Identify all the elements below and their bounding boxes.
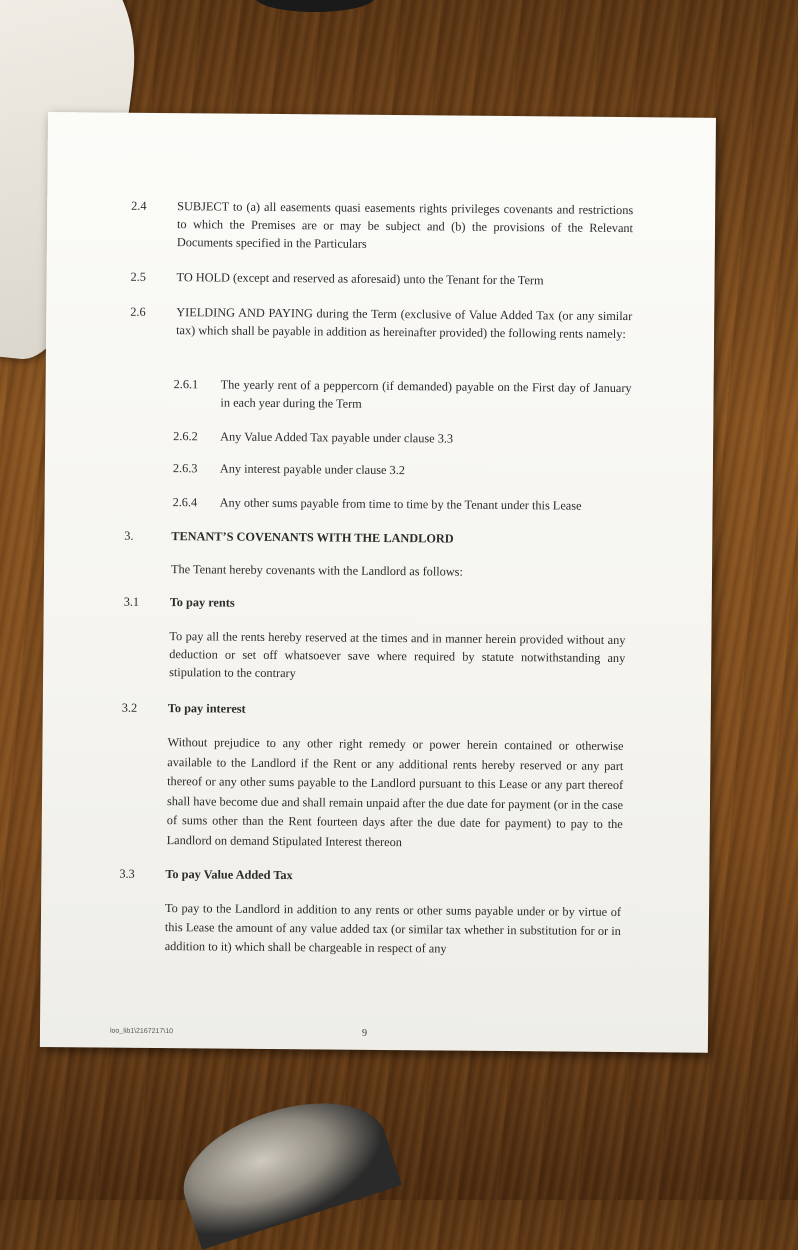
clause-3-1-heading: To pay rents <box>169 595 235 610</box>
dark-object-top <box>255 0 375 12</box>
clause-number: 2.6.4 <box>172 495 198 510</box>
clause-number: 2.6.3 <box>172 461 198 476</box>
clause-2-6-4-text: Any other sums payable from time to time by the Tenant under this Lease <box>219 495 582 513</box>
clause-number: 3.2 <box>121 700 138 715</box>
clause-3-3-text: To pay to the Landlord in addition to any rents or other sums payable under or by virtue of this Lease the amount of any value added tax (or similar tax whether in substitution for or in addition to it) which shall be chargeable in respect of any <box>164 901 622 956</box>
clause-number: 2.6.1 <box>173 377 199 392</box>
clause-number: 2.5 <box>130 269 147 284</box>
clause-number: 3.1 <box>123 594 140 609</box>
page-number: 9 <box>361 1027 368 1039</box>
clause-2-6-3-text: Any interest payable under clause 3.2 <box>219 461 406 478</box>
section-3-heading: TENANT’S COVENANTS WITH THE LANDLORD <box>171 529 454 546</box>
clause-2-4-text: SUBJECT to (a) all easements quasi easements rights privileges covenants and restrictions to which the Premises are or may be subject and (b) the provisions of the Relevant Documents specified in the Particulars <box>176 199 634 251</box>
clause-2-5-text: TO HOLD (except and reserved as aforesaid) unto the Tenant for the Term <box>176 270 544 288</box>
clause-3-2-heading: To pay interest <box>167 701 246 716</box>
clause-3-3-heading: To pay Value Added Tax <box>165 867 293 883</box>
clause-number: 3.3 <box>119 866 135 881</box>
clause-number: 3. <box>124 528 134 543</box>
clause-2-6-text: YIELDING AND PAYING during the Term (exclusive of Value Added Tax (or any similar tax) which shall be payable in addition as hereinafter provided) the following rents namely: <box>176 305 633 342</box>
clause-3-1-text: To pay all the rents hereby reserved at the times and in manner herein provided without any deduction or set off whatsoever save where required by statute notwithstanding any stipulation to the contrary <box>169 629 626 681</box>
clause-2-6-1-text: The yearly rent of a peppercorn (if demanded) payable on the First day of January in each year during the Term <box>220 377 632 411</box>
bottle-object-bottom <box>168 1080 402 1250</box>
clause-number: 2.4 <box>131 198 147 213</box>
document-page <box>40 112 716 1053</box>
clause-number: 2.6.2 <box>173 429 198 444</box>
clause-2-6-2-text: Any Value Added Tax payable under clause 3.3 <box>220 429 454 446</box>
document-reference: loo_lib1\2167217\10 <box>109 1027 174 1036</box>
clause-3-2-text: Without prejudice to any other right remedy or power herein contained or otherwise available to the Landlord if the Rent or any additional rents hereby reserved or any part thereof or any other sums payable to the Landlord pursuant to this Lease or any part thereof shall have become due and shall remain unpaid after the due date for payment (or in the case of sums other than the Rent fourteen days after the due date for payment) to pay to the Landlord on demand Stipulated Interest thereon <box>166 735 624 849</box>
section-3-intro: The Tenant hereby covenants with the Landlord as follows: <box>170 562 463 579</box>
clause-number: 2.6 <box>130 304 146 319</box>
